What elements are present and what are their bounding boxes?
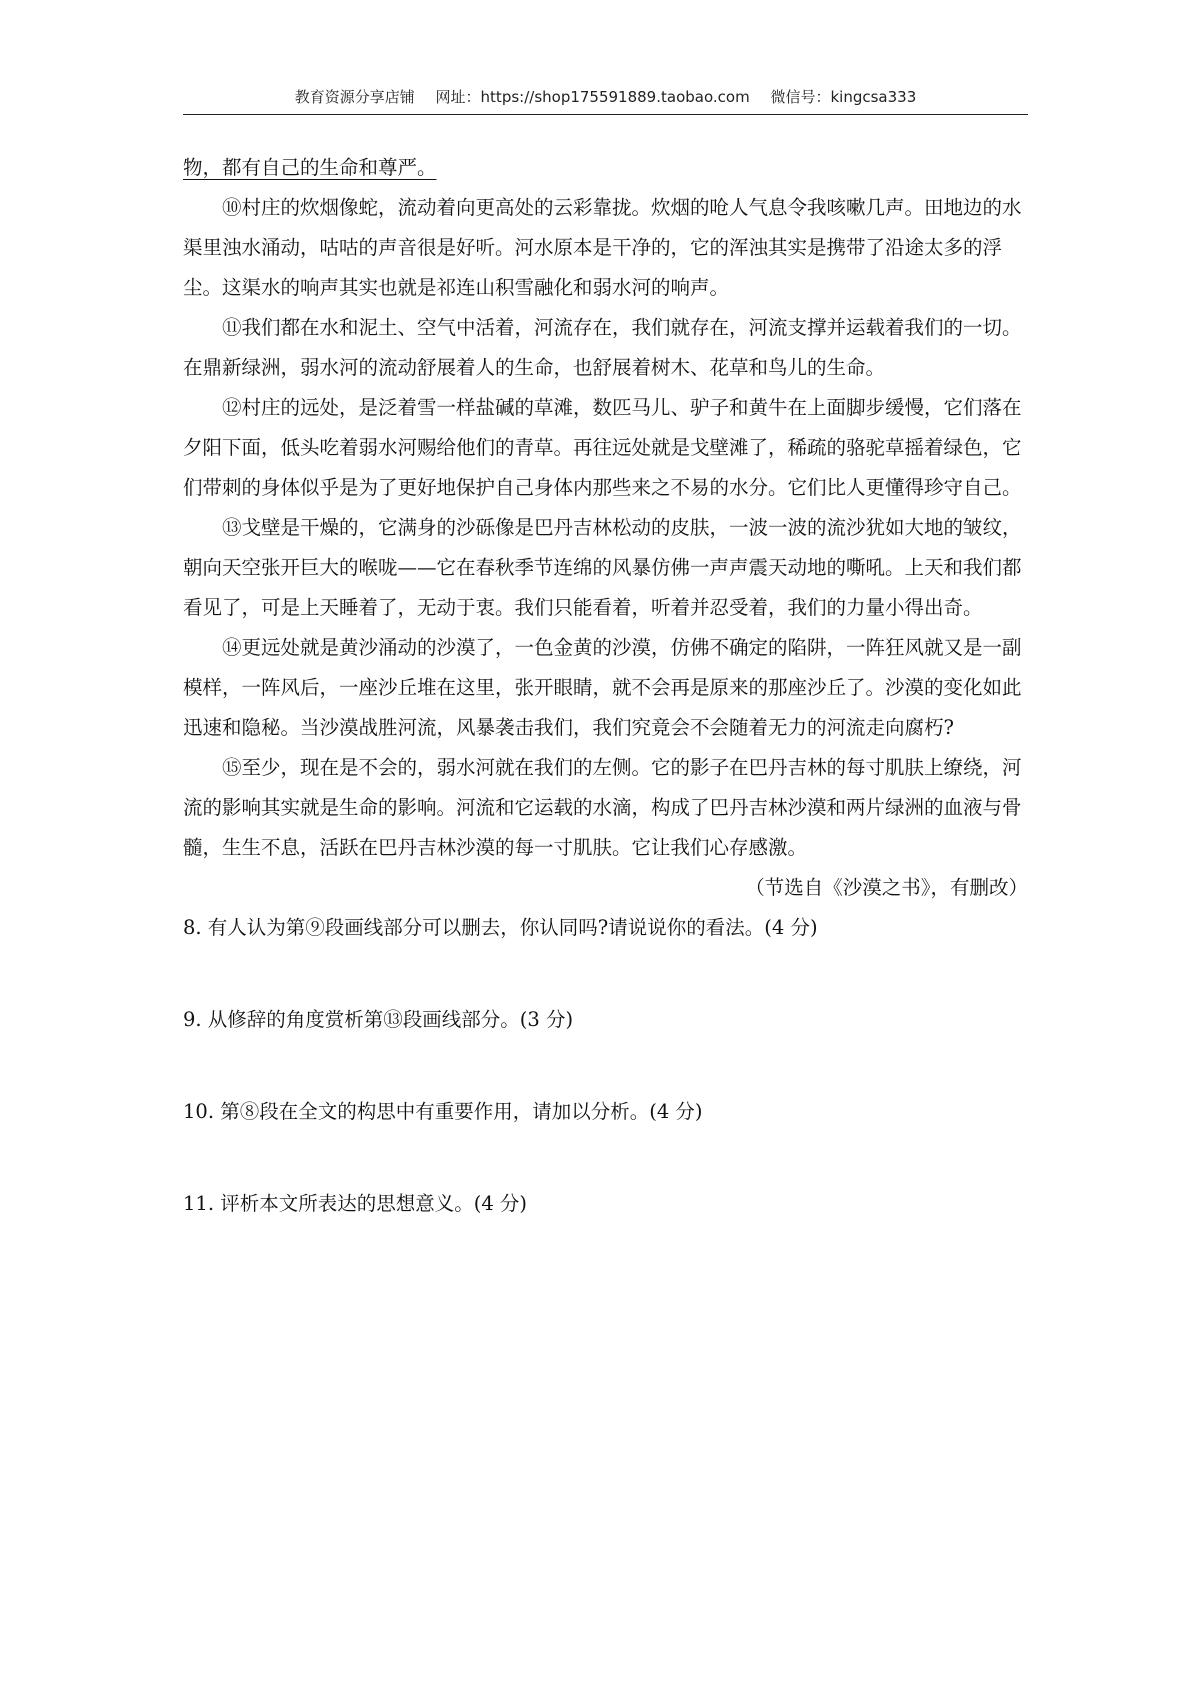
paragraph-13: ⑬戈壁是干燥的，它满身的沙砾像是巴丹吉林松动的皮肤，一波一波的流沙犹如大地的皱纹，朝向天空张开巨大的喉咙——它在春秋季节连绵的风暴仿佛一声声震天动地的嘶吼。上天和我们都看见了，可是上天睡着了，无动于衷。我们只能看着，听着并忍受着，我们的力量小得出奇。	[183, 516, 1022, 619]
answer-space	[183, 1040, 1028, 1092]
page-header	[183, 86, 1028, 115]
header-shop-url: 网址：https://shop175591889.taobao.com	[435, 88, 750, 106]
underlined-text: 物，都有自己的生命和尊严。	[183, 156, 437, 179]
paragraph-12: ⑫村庄的远处，是泛着雪一样盐碱的草滩，数匹马儿、驴子和黄牛在上面脚步缓慢，它们落在夕阳下面，低头吃着弱水河赐给他们的青草。再往远处就是戈壁滩了，稀疏的骆驼草摇着绿色，它们带刺的身体似乎是为了更好地保护自己身体内那些来之不易的水分。它们比人更懂得珍守自己。	[183, 396, 1022, 499]
question-10: 10. 第⑧段在全文的构思中有重要作用，请加以分析。(4 分)	[183, 1100, 703, 1123]
passage-intro-line	[183, 148, 1028, 188]
paragraph-11: ⑪我们都在水和泥土、空气中活着，河流存在，我们就存在，河流支撑并运载着我们的一切。在鼎新绿洲，弱水河的流动舒展着人的生命，也舒展着树木、花草和鸟儿的生命。	[183, 316, 1022, 379]
header-shop-name: 教育资源分享店铺	[294, 88, 415, 106]
question-8: 8. 有人认为第⑨段画线部分可以删去，你认同吗?请说说你的看法。(4 分)	[183, 916, 818, 939]
document-body	[183, 148, 1028, 1224]
paragraph-10: ⑩村庄的炊烟像蛇，流动着向更高处的云彩靠拢。炊烟的呛人气息令我咳嗽几声。田地边的水渠里浊水涌动，咕咕的声音很是好听。河水原本是干净的，它的浑浊其实是携带了沿途太多的浮尘。这渠水的响声其实也就是祁连山积雪融化和弱水河的响声。	[183, 196, 1022, 299]
header-wechat-id: 微信号：kingcsa333	[770, 88, 917, 106]
answer-space	[183, 948, 1028, 1000]
question-9: 9. 从修辞的角度赏析第⑬段画线部分。(3 分)	[183, 1008, 574, 1031]
paragraph-15: ⑮至少，现在是不会的，弱水河就在我们的左侧。它的影子在巴丹吉林的每寸肌肤上缭绕，河流的影响其实就是生命的影响。河流和它运载的水滴，构成了巴丹吉林沙漠和两片绿洲的血液与骨髓，生生不息，活跃在巴丹吉林沙漠的每一寸肌肤。它让我们心存感激。	[183, 756, 1022, 859]
passage-source: （节选自《沙漠之书》，有删改）	[745, 876, 1028, 899]
paragraph-14: ⑭更远处就是黄沙涌动的沙漠了，一色金黄的沙漠，仿佛不确定的陷阱，一阵狂风就又是一副模样，一阵风后，一座沙丘堆在这里，张开眼睛，就不会再是原来的那座沙丘了。沙漠的变化如此迅速和隐秘。当沙漠战胜河流，风暴袭击我们，我们究竟会不会随着无力的河流走向腐朽?	[183, 636, 1022, 739]
question-11: 11. 评析本文所表达的思想意义。(4 分)	[183, 1192, 528, 1215]
answer-space	[183, 1132, 1028, 1184]
